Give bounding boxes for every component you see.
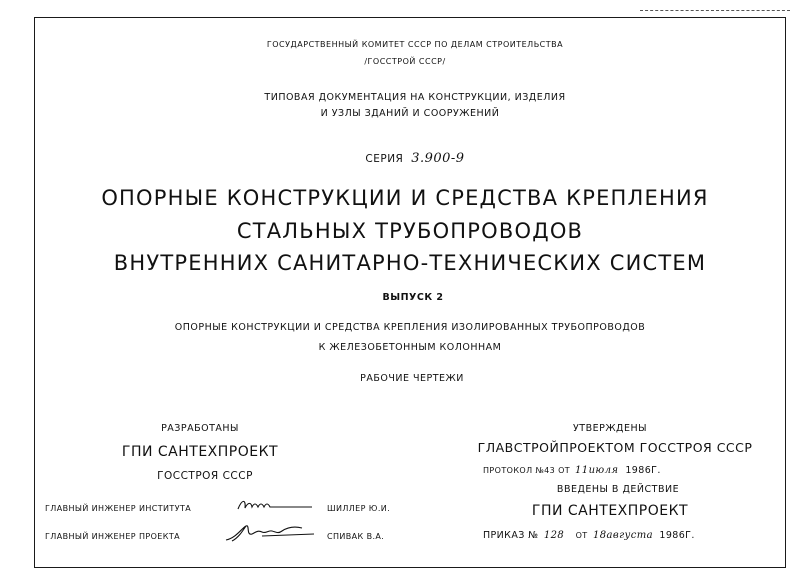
protocol-date: 11июля bbox=[575, 465, 619, 476]
issue-desc-line-1: ОПОРНЫЕ КОНСТРУКЦИИ И СРЕДСТВА КРЕПЛЕНИЯ ИЗОЛИРОВАННЫХ ТРУБОПРОВОДОВ bbox=[174, 322, 646, 333]
title-line-2: СТАЛЬНЫХ ТРУБОПРОВОДОВ bbox=[236, 219, 584, 243]
approved-org: ГЛАВСТРОЙПРОЕКТОМ ГОССТРОЯ СССР bbox=[477, 440, 753, 455]
developed-label: РАЗРАБОТАНЫ bbox=[161, 423, 239, 434]
top-edge-line bbox=[640, 10, 790, 12]
enacted-org: ГПИ САНТЕХПРОЕКТ bbox=[531, 503, 689, 519]
doc-type-line-1: ТИПОВАЯ ДОКУМЕНТАЦИЯ НА КОНСТРУКЦИИ, ИЗДЕЛИЯ bbox=[264, 92, 566, 103]
enacted-label: ВВЕДЕНЫ В ДЕЙСТВИЕ bbox=[556, 484, 680, 495]
doc-type-line-2: И УЗЛЫ ЗДАНИЙ И СООРУЖЕНИЙ bbox=[320, 108, 500, 119]
order-from: ОТ bbox=[575, 531, 588, 540]
title-line-3: ВНУТРЕННИХ САНИТАРНО-ТЕХНИЧЕСКИХ СИСТЕМ bbox=[113, 251, 707, 275]
signature-spivak bbox=[222, 522, 322, 544]
chief-project-role: ГЛАВНЫЙ ИНЖЕНЕР ПРОЕКТА bbox=[45, 532, 180, 541]
order-line bbox=[483, 530, 695, 541]
issue-desc-line-2: К ЖЕЛЕЗОБЕТОННЫМ КОЛОННАМ bbox=[318, 342, 502, 353]
issue-label: ВЫПУСК 2 bbox=[382, 292, 444, 303]
order-year: 1986Г. bbox=[659, 530, 695, 541]
title-line-1: ОПОРНЫЕ КОНСТРУКЦИИ И СРЕДСТВА КРЕПЛЕНИЯ bbox=[101, 186, 709, 210]
working-drawings-label: РАБОЧИЕ ЧЕРТЕЖИ bbox=[360, 373, 464, 384]
chief-institute-name: ШИЛЛЕР Ю.И. bbox=[327, 504, 391, 513]
series-value: 3.900-9 bbox=[411, 151, 465, 166]
order-number: 128 bbox=[543, 530, 565, 541]
chief-project-name: СПИВАК В.А. bbox=[327, 532, 385, 541]
series-line bbox=[365, 151, 464, 166]
developed-org: ГПИ САНТЕХПРОЕКТ bbox=[121, 444, 279, 460]
signature-shiller bbox=[236, 497, 314, 515]
developed-org-sub: ГОССТРОЯ СССР bbox=[157, 470, 253, 482]
protocol-line bbox=[483, 465, 661, 476]
order-date: 18августа bbox=[592, 530, 653, 541]
series-label: СЕРИЯ bbox=[365, 153, 404, 165]
order-prefix: ПРИКАЗ № bbox=[483, 530, 539, 541]
protocol-prefix: ПРОТОКОЛ №43 ОТ bbox=[483, 466, 571, 475]
committee-line: ГОСУДАРСТВЕННЫЙ КОМИТЕТ СССР ПО ДЕЛАМ СТРОИТЕЛЬСТВА bbox=[266, 40, 564, 49]
chief-institute-role: ГЛАВНЫЙ ИНЖЕНЕР ИНСТИТУТА bbox=[45, 504, 192, 513]
approved-label: УТВЕРЖДЕНЫ bbox=[572, 423, 648, 434]
protocol-year: 1986Г. bbox=[625, 465, 661, 476]
gosstroy-line: /ГОССТРОЙ СССР/ bbox=[364, 57, 446, 66]
